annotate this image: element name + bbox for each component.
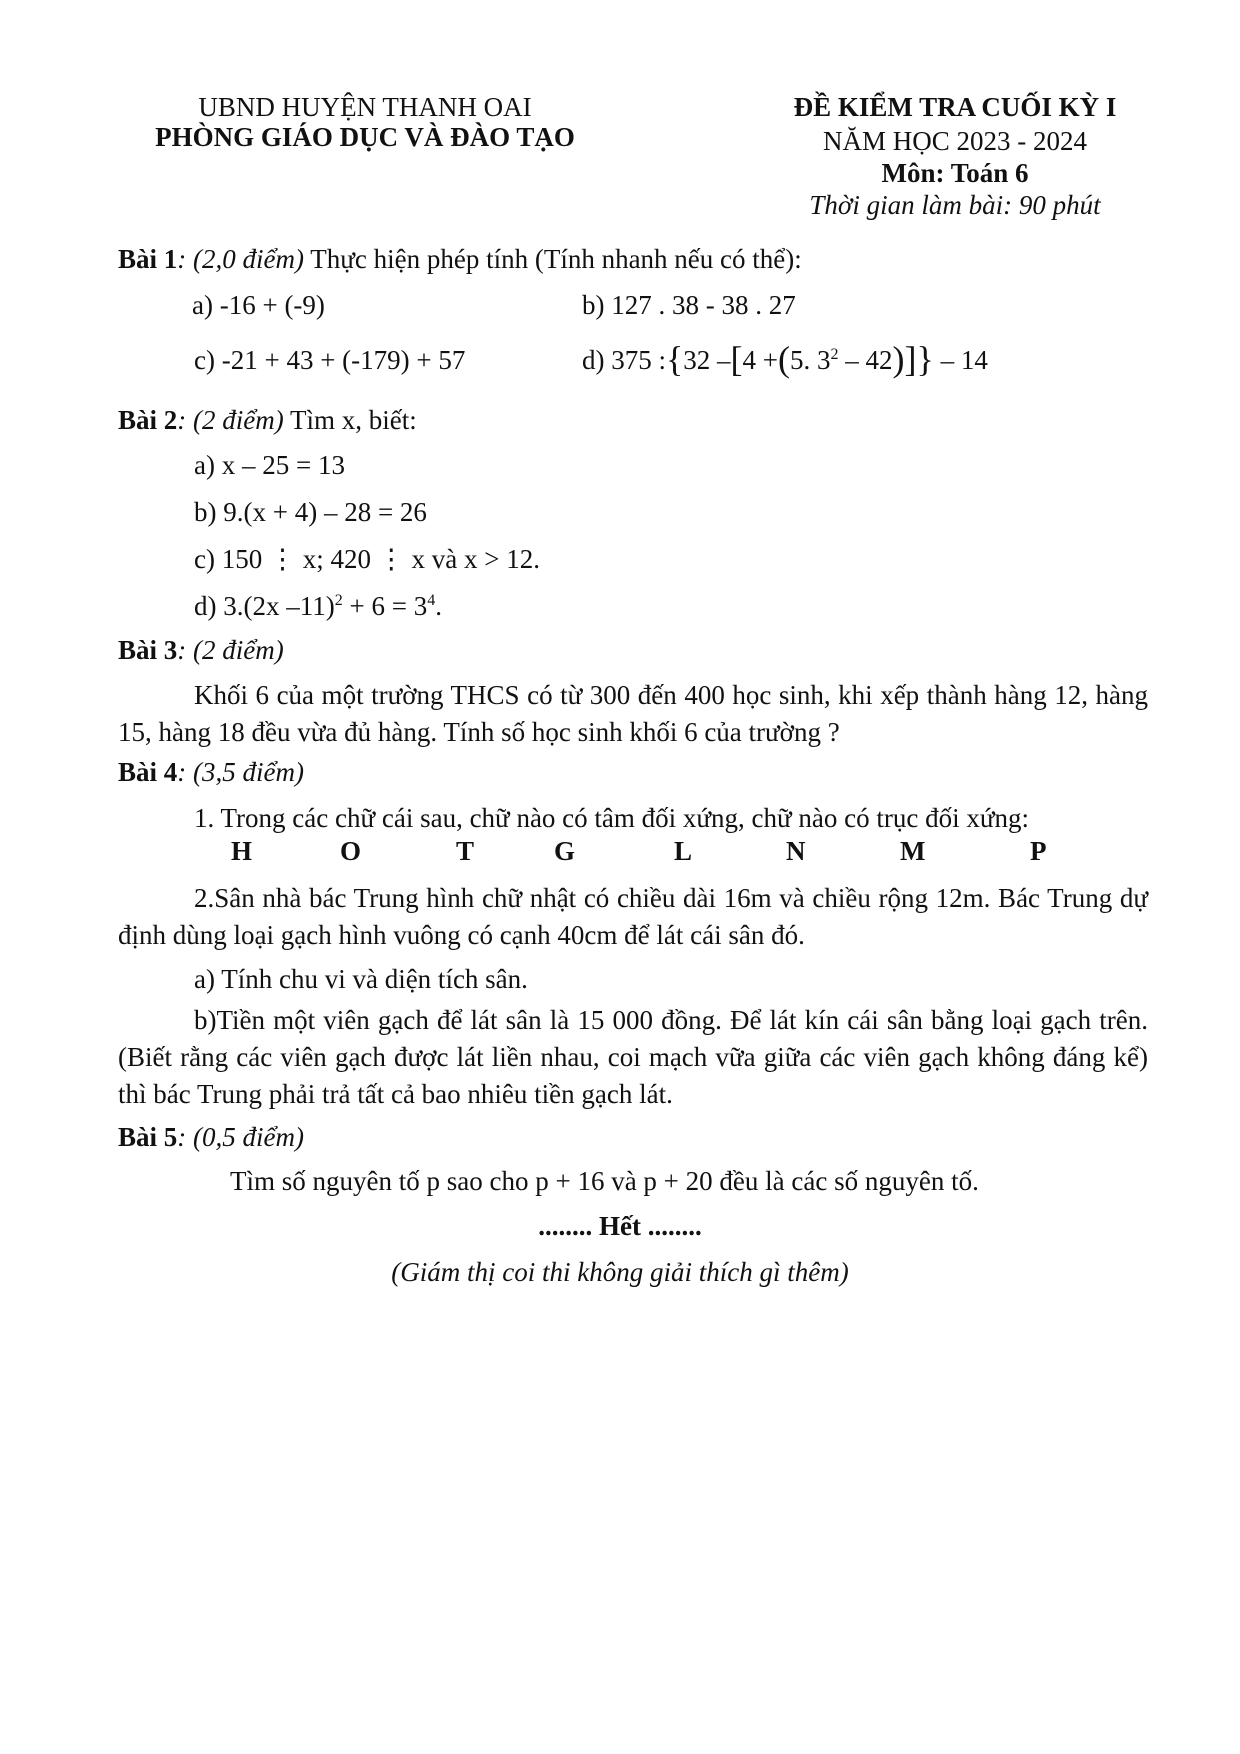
bai1-a bbox=[192, 290, 325, 321]
bai4-item2-text: 2.Sân nhà bác Trung hình chữ nhật có chiều dài 16m và chiều rộng 12m. Bác Trung dự định dùng loại gạch hình vuông có cạnh 40cm để lát cái sân đó. bbox=[118, 883, 1148, 950]
bai4-item1 bbox=[194, 803, 1029, 834]
bai3-text: Khối 6 của một trường THCS có từ 300 đến 400 học sinh, khi xếp thành hàng 12, hàng 15, hàng 18 đều vừa đủ hàng. Tính số học sinh khối 6 của trường ? bbox=[118, 680, 1148, 747]
letter-n: N bbox=[786, 836, 806, 866]
bai2-a bbox=[194, 450, 345, 481]
bai1-label: Bài 1 bbox=[118, 244, 178, 274]
bai1-d-part2: 32 – bbox=[683, 345, 731, 375]
bai5-label: Bài 5 bbox=[118, 1122, 178, 1152]
bai4-b bbox=[118, 1002, 1148, 1113]
bai2-b-text: b) 9.(x + 4) – 28 = 26 bbox=[194, 497, 427, 527]
bracket-open: [ bbox=[730, 339, 743, 379]
bai2-d-exp1: 2 bbox=[334, 592, 343, 609]
bai3-points: : (2 điểm) bbox=[177, 635, 284, 665]
bai2-b bbox=[194, 497, 427, 528]
bracket-close: ] bbox=[904, 339, 917, 379]
school-year-text: NĂM HỌC 2023 - 2024 bbox=[822, 126, 1087, 156]
proctor-note bbox=[0, 1257, 1240, 1288]
brace-open: { bbox=[666, 339, 684, 379]
bai2-a-text: a) x – 25 = 13 bbox=[194, 450, 345, 480]
letter-t: T bbox=[456, 836, 475, 866]
bai4-b-text: b)Tiền một viên gạch để lát sân là 15 000 đồng. Để lát kín cái sân bằng loại gạch trên. (Biết rằng các viên gạch được lát liền nhau, coi mạch vữa giữa các viên gạch không đáng kể) thì bác Trung phải trả tất cả bao nhiêu tiền gạch lát. bbox=[118, 1005, 1148, 1109]
bai1-d-part4: 5. 3 bbox=[790, 345, 831, 375]
bai1-b-text: b) 127 . 38 - 38 . 27 bbox=[582, 290, 796, 320]
letter-h: H bbox=[231, 836, 253, 866]
exam-title-text: ĐỀ KIỂM TRA CUỐI KỲ I bbox=[793, 92, 1117, 122]
authority-name: UBND HUYỆN THANH OAI bbox=[198, 92, 532, 122]
duration bbox=[700, 190, 1210, 221]
paren-open: ( bbox=[778, 339, 791, 379]
letter-l: L bbox=[674, 836, 693, 866]
exam-title bbox=[700, 92, 1210, 123]
bai4-heading bbox=[118, 757, 304, 788]
bai2-instruction: Tìm x, biết: bbox=[283, 405, 417, 435]
bai4-points: : (3,5 điểm) bbox=[177, 757, 304, 787]
bai5-question: Tìm số nguyên tố p sao cho p + 16 và p + 20 đều là các số nguyên tố. bbox=[230, 1166, 979, 1196]
subject-text: Môn: Toán 6 bbox=[881, 158, 1029, 188]
bai2-d-exp2: 4 bbox=[427, 592, 436, 609]
letter-p: P bbox=[1030, 836, 1047, 866]
header-authority bbox=[150, 92, 580, 123]
brace-close: } bbox=[916, 339, 934, 379]
bai5-heading bbox=[118, 1122, 304, 1153]
bai2-c-text: c) 150 ⋮ x; 420 ⋮ x và x > 12. bbox=[194, 544, 540, 574]
bai1-c-text: c) -21 + 43 + (-179) + 57 bbox=[194, 345, 466, 375]
department-name: PHÒNG GIÁO DỤC VÀ ĐÀO TẠO bbox=[155, 122, 575, 152]
bai4-item1-text: 1. Trong các chữ cái sau, chữ nào có tâm đối xứng, chữ nào có trục đối xứng: bbox=[194, 803, 1029, 833]
bai3-heading bbox=[118, 635, 284, 666]
duration-text: Thời gian làm bài: 90 phút bbox=[809, 190, 1101, 220]
bai5-points: : (0,5 điểm) bbox=[177, 1122, 304, 1152]
bai2-c bbox=[194, 544, 540, 575]
bai1-d-part5: – 42 bbox=[845, 345, 893, 375]
bai2-points: : (2 điểm) bbox=[177, 405, 284, 435]
bai1-d-label: d) bbox=[582, 345, 605, 375]
bai2-d-main: d) 3.(2x –11) bbox=[194, 591, 335, 621]
bai4-a bbox=[194, 964, 528, 995]
letter-m: M bbox=[900, 836, 926, 866]
bai3-paragraph bbox=[118, 677, 1148, 751]
bai2-d-mid: + 6 = 3 bbox=[342, 591, 428, 621]
bai2-d-end: . bbox=[435, 591, 442, 621]
bai1-d-part1: 375 : bbox=[611, 345, 667, 375]
bai1-points: : (2,0 điểm) bbox=[177, 244, 304, 274]
bai1-instruction: Thực hiện phép tính (Tính nhanh nếu có thể): bbox=[303, 244, 802, 274]
bai4-item2 bbox=[118, 880, 1148, 954]
bai4-a-text: a) Tính chu vi và diện tích sân. bbox=[194, 964, 528, 994]
header-department bbox=[150, 122, 580, 153]
school-year bbox=[700, 126, 1210, 157]
proctor-note-text: (Giám thị coi thi không giải thích gì thêm) bbox=[391, 1257, 849, 1287]
bai1-a-text: a) -16 + (-9) bbox=[192, 290, 325, 320]
bai2-label: Bài 2 bbox=[118, 405, 178, 435]
end-marker bbox=[0, 1211, 1240, 1242]
bai4-label: Bài 4 bbox=[118, 757, 178, 787]
end-text: ........ Hết ........ bbox=[538, 1211, 702, 1241]
bai1-d bbox=[582, 339, 988, 379]
letter-g: G bbox=[554, 836, 576, 866]
bai1-d-part3: 4 + bbox=[742, 345, 779, 375]
bai2-heading bbox=[118, 405, 417, 436]
bai1-c bbox=[194, 345, 465, 376]
bai3-label: Bài 3 bbox=[118, 635, 178, 665]
bai2-d bbox=[194, 591, 442, 622]
bai1-d-exponent: 2 bbox=[830, 346, 839, 363]
bai1-d-part6: – 14 bbox=[940, 345, 988, 375]
bai1-b bbox=[582, 290, 796, 321]
letter-o: O bbox=[340, 836, 362, 866]
paren-close: ) bbox=[892, 339, 905, 379]
bai1-heading bbox=[118, 244, 802, 275]
bai5-text bbox=[230, 1166, 979, 1197]
subject bbox=[700, 158, 1210, 189]
